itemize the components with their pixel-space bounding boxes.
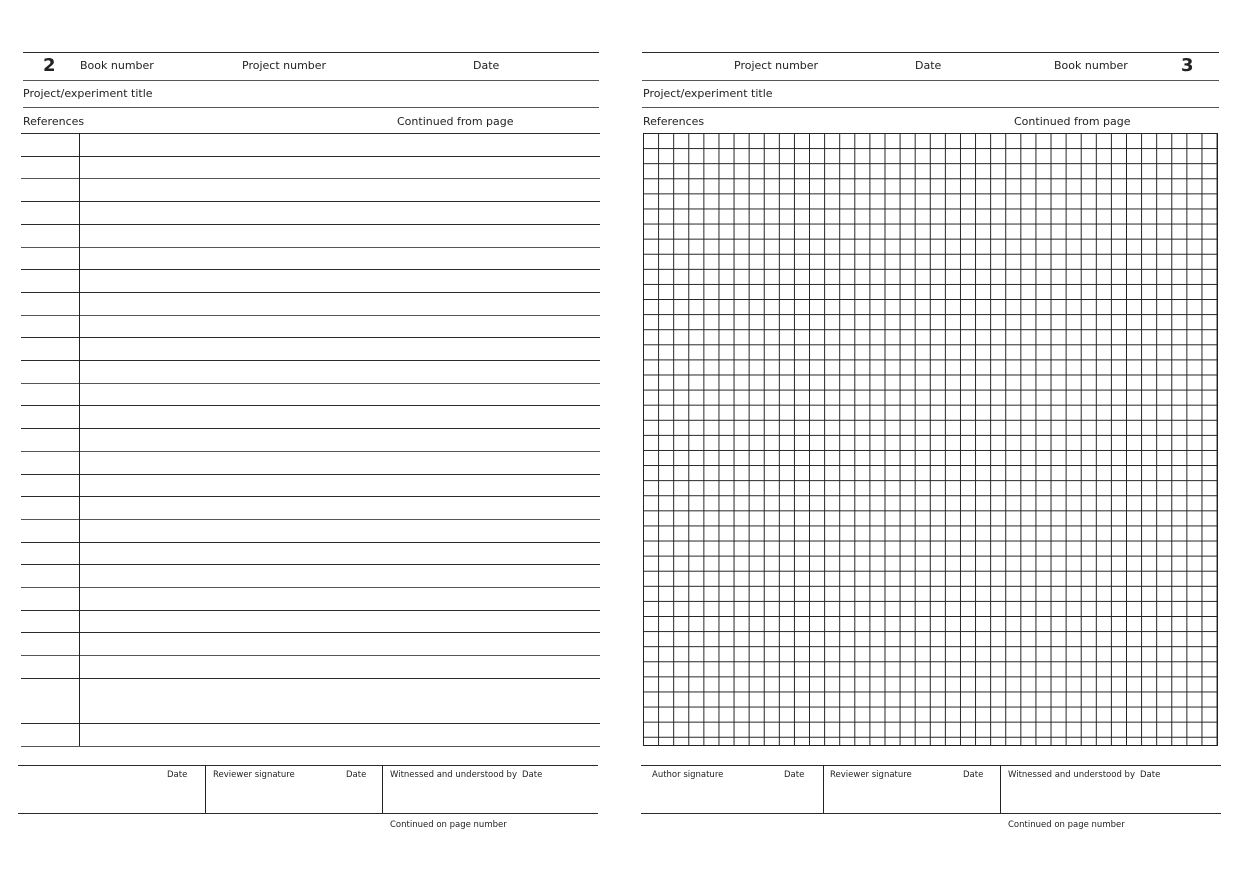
date-field[interactable]: Date bbox=[473, 59, 500, 72]
continued-on-page-field[interactable]: Continued on page number bbox=[390, 820, 507, 830]
reviewer-signature-label: Reviewer signature bbox=[830, 770, 912, 780]
book-number-field[interactable]: Book number bbox=[80, 59, 154, 72]
graph-paper-grid[interactable] bbox=[643, 133, 1218, 746]
header-divider bbox=[642, 80, 1219, 81]
continued-from-page-field[interactable]: Continued from page bbox=[1014, 115, 1131, 128]
date-field[interactable]: Date bbox=[915, 59, 942, 72]
witnessed-date-label: Date bbox=[1140, 770, 1161, 780]
reviewer-date-label: Date bbox=[346, 770, 367, 780]
project-title-field[interactable]: Project/experiment title bbox=[643, 87, 773, 100]
footer-divider-2 bbox=[1000, 765, 1001, 813]
references-field[interactable]: References bbox=[23, 115, 85, 128]
references-field[interactable]: References bbox=[643, 115, 705, 128]
author-signature-label: Author signature bbox=[652, 770, 724, 780]
book-number-field[interactable]: Book number bbox=[1054, 59, 1128, 72]
reviewer-signature-label: Reviewer signature bbox=[213, 770, 295, 780]
page-number: 3 bbox=[1181, 55, 1194, 76]
author-date-label: Date bbox=[784, 770, 805, 780]
witnessed-label: Witnessed and understood by bbox=[1008, 770, 1135, 780]
witnessed-label: Witnessed and understood by bbox=[390, 770, 517, 780]
footer-divider-1 bbox=[823, 765, 824, 813]
project-number-field[interactable]: Project number bbox=[242, 59, 327, 72]
project-number-field[interactable]: Project number bbox=[734, 59, 819, 72]
title-divider bbox=[642, 107, 1219, 108]
page-number: 2 bbox=[43, 55, 56, 76]
project-title-field[interactable]: Project/experiment title bbox=[23, 87, 153, 100]
reviewer-date-label: Date bbox=[963, 770, 984, 780]
continued-on-page-field[interactable]: Continued on page number bbox=[1008, 820, 1125, 830]
author-date-label: Date bbox=[167, 770, 188, 780]
header-top-rule bbox=[642, 52, 1219, 53]
witnessed-date-label: Date bbox=[522, 770, 543, 780]
footer-bottom-rule bbox=[641, 813, 1221, 814]
footer-top-rule bbox=[641, 765, 1221, 766]
continued-from-page-field[interactable]: Continued from page bbox=[397, 115, 514, 128]
